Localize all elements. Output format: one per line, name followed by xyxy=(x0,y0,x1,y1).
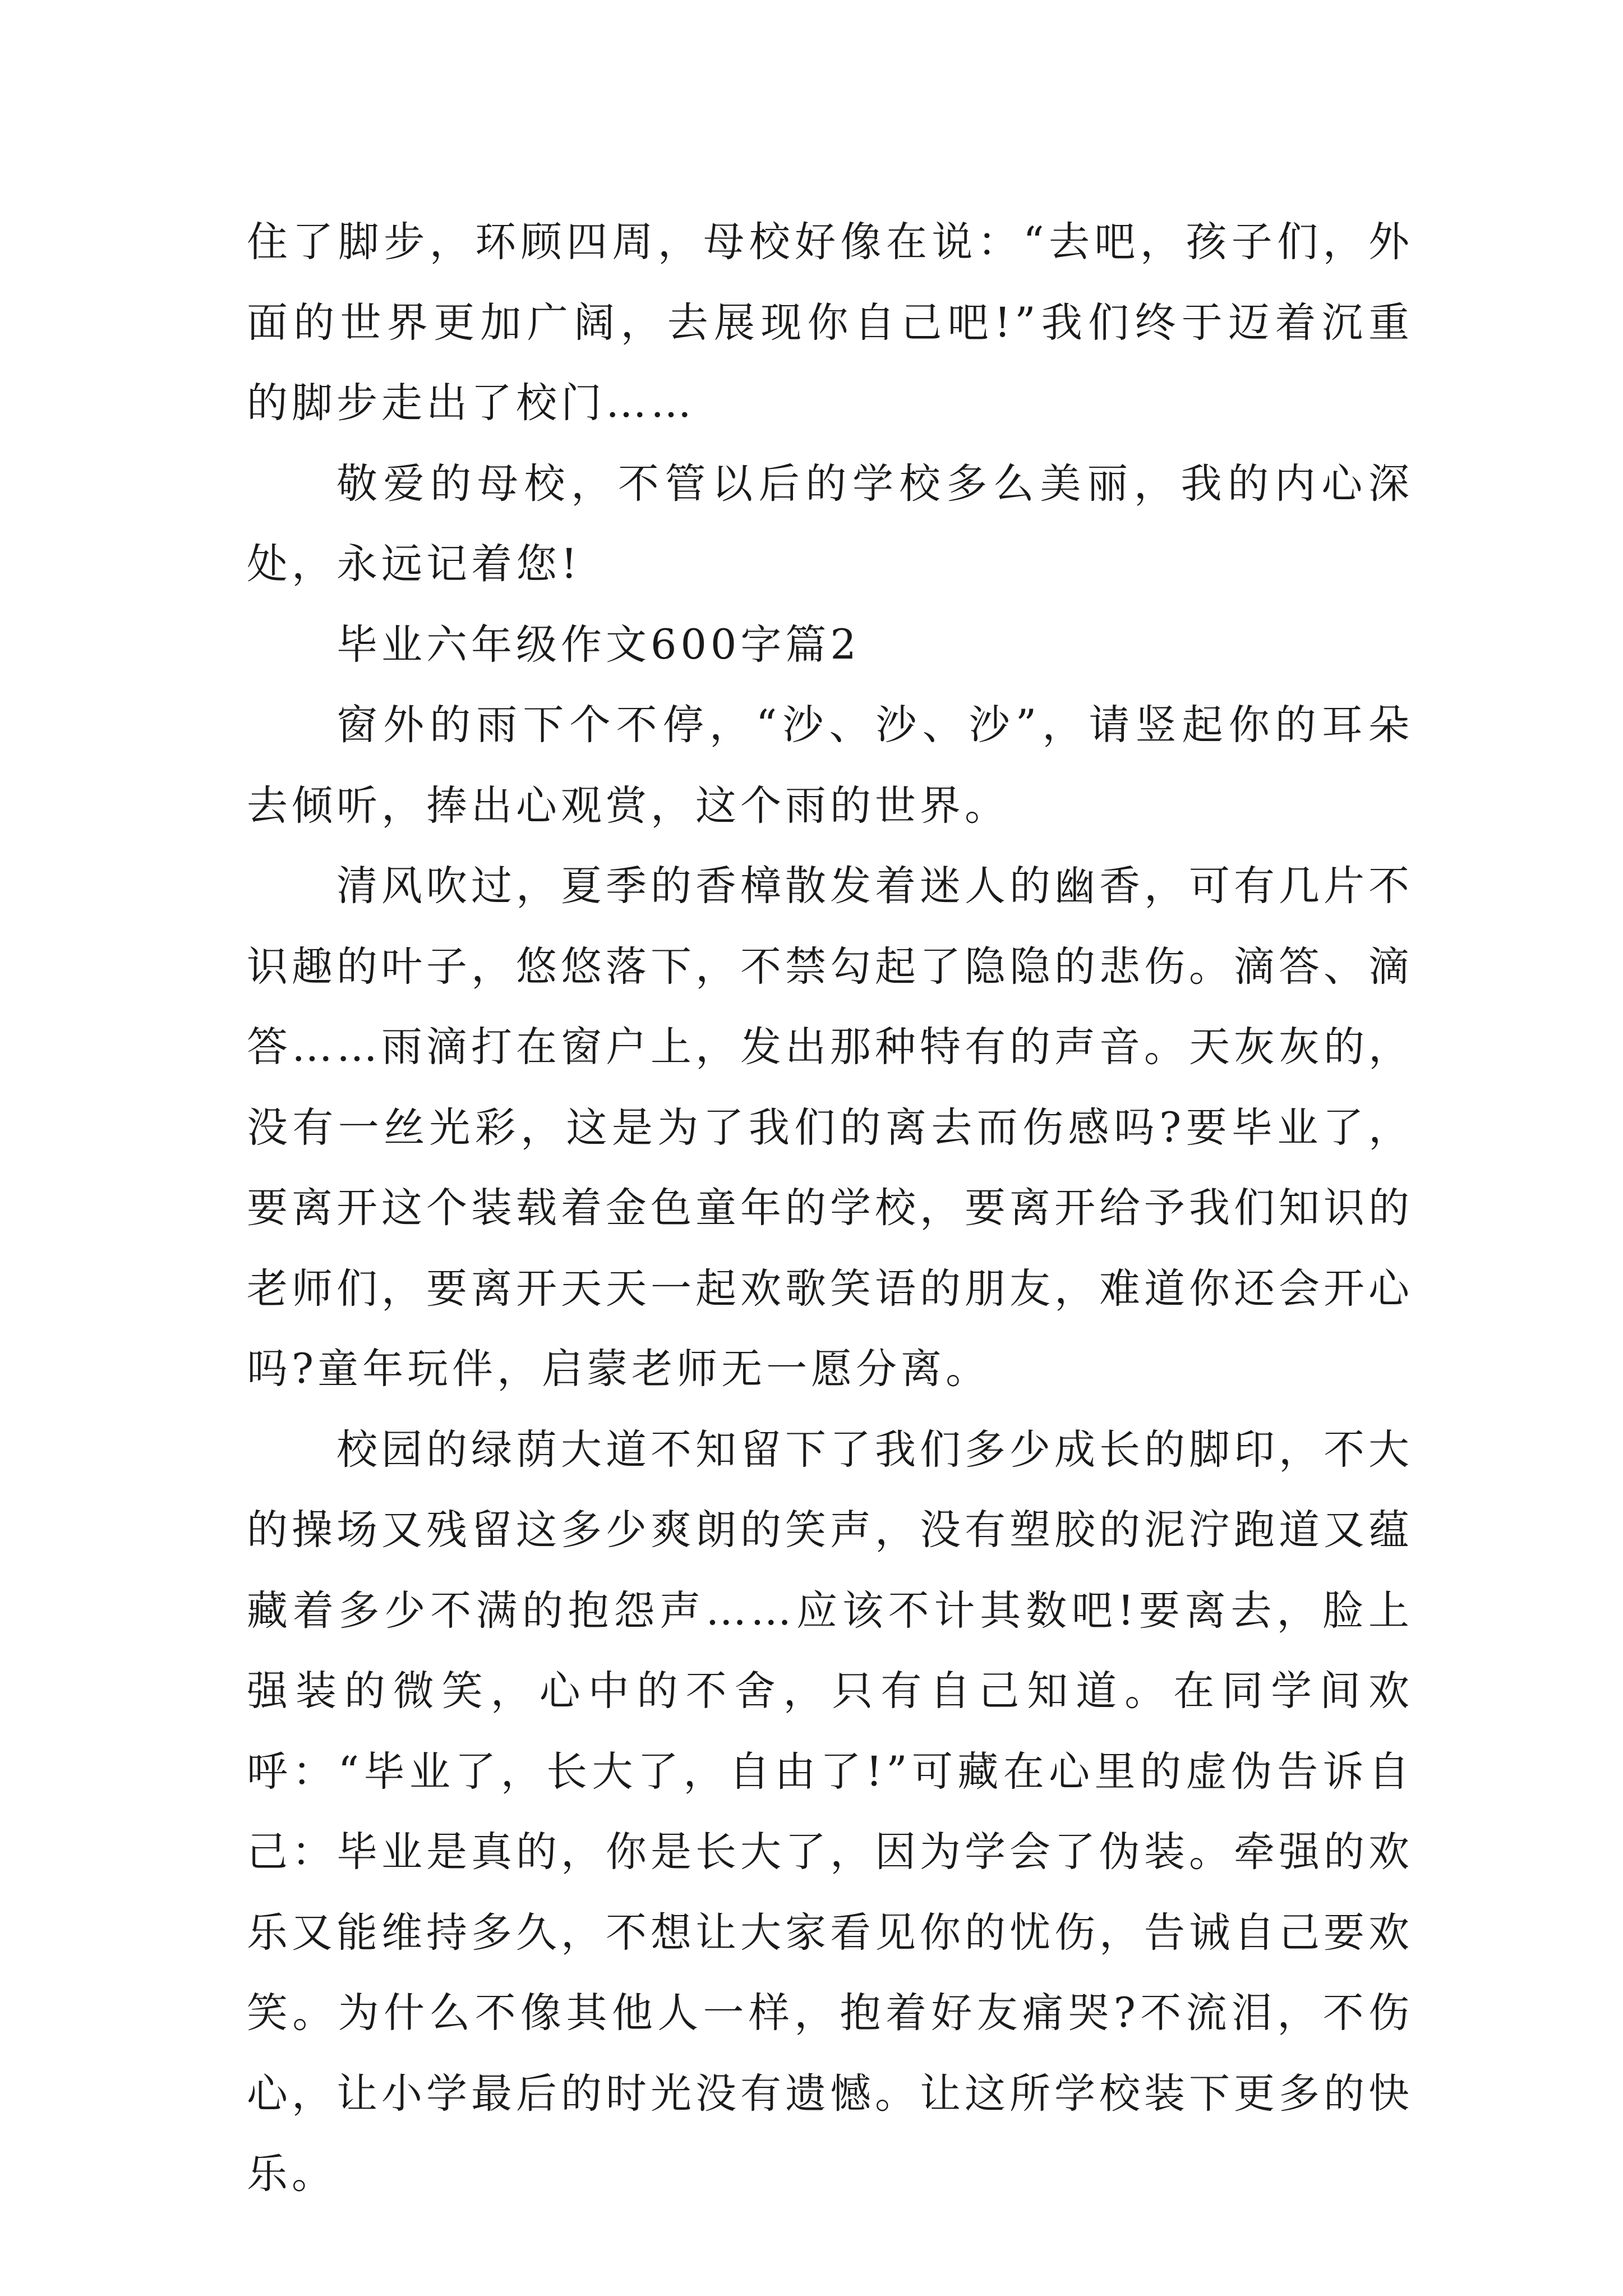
paragraph: 清风吹过，夏季的香樟散发着迷人的幽香，可有几片不识趣的叶子，悠悠落下，不禁勾起了隐隐的悲伤。滴答、滴答……雨滴打在窗户上，发出那种特有的声音。天灰灰的，没有一丝光彩，这是为了我们的离去而伤感吗?要毕业了，要离开这个装载着金色童年的学校，要离开给予我们知识的老师们，要离开天天一起欢歌笑语的朋友，难道你还会开心吗?童年玩伴，启蒙老师无一愿分离。 xyxy=(247,862,1413,1393)
paragraph-continued: 住了脚步，环顾四周，母校好像在说：“去吧，孩子们，外面的世界更加广阔，去展现你自己吧!”我们终于迈着沉重的脚步走出了校门…… xyxy=(247,218,1413,427)
document-body xyxy=(247,202,1413,2215)
paragraph: 窗外的雨下个不停，“沙、沙、沙”，请竖起你的耳朵去倾听，捧出心观赏，这个雨的世界。 xyxy=(247,701,1413,830)
paragraph: 校园的绿荫大道不知留下了我们多少成长的脚印，不大的操场又残留这多少爽朗的笑声，没有塑胶的泥泞跑道又蕴藏着多少不满的抱怨声……应该不计其数吧!要离去，脸上强装的微笑，心中的不舍，只有自己知道。在同学间欢呼：“毕业了，长大了，自由了!”可藏在心里的虚伪告诉自己：毕业是真的，你是长大了，因为学会了伪装。牵强的欢乐又能维持多久，不想让大家看见你的忧伤，告诫自己要欢笑。为什么不像其他人一样，抱着好友痛哭?不流泪，不伤心，让小学最后的时光没有遗憾。让这所学校装下更多的快乐。 xyxy=(247,1425,1413,2198)
paragraph: 敬爱的母校，不管以后的学校多么美丽，我的内心深处，永远记着您! xyxy=(247,459,1413,588)
section-heading: 毕业六年级作文600字篇2 xyxy=(336,620,860,669)
